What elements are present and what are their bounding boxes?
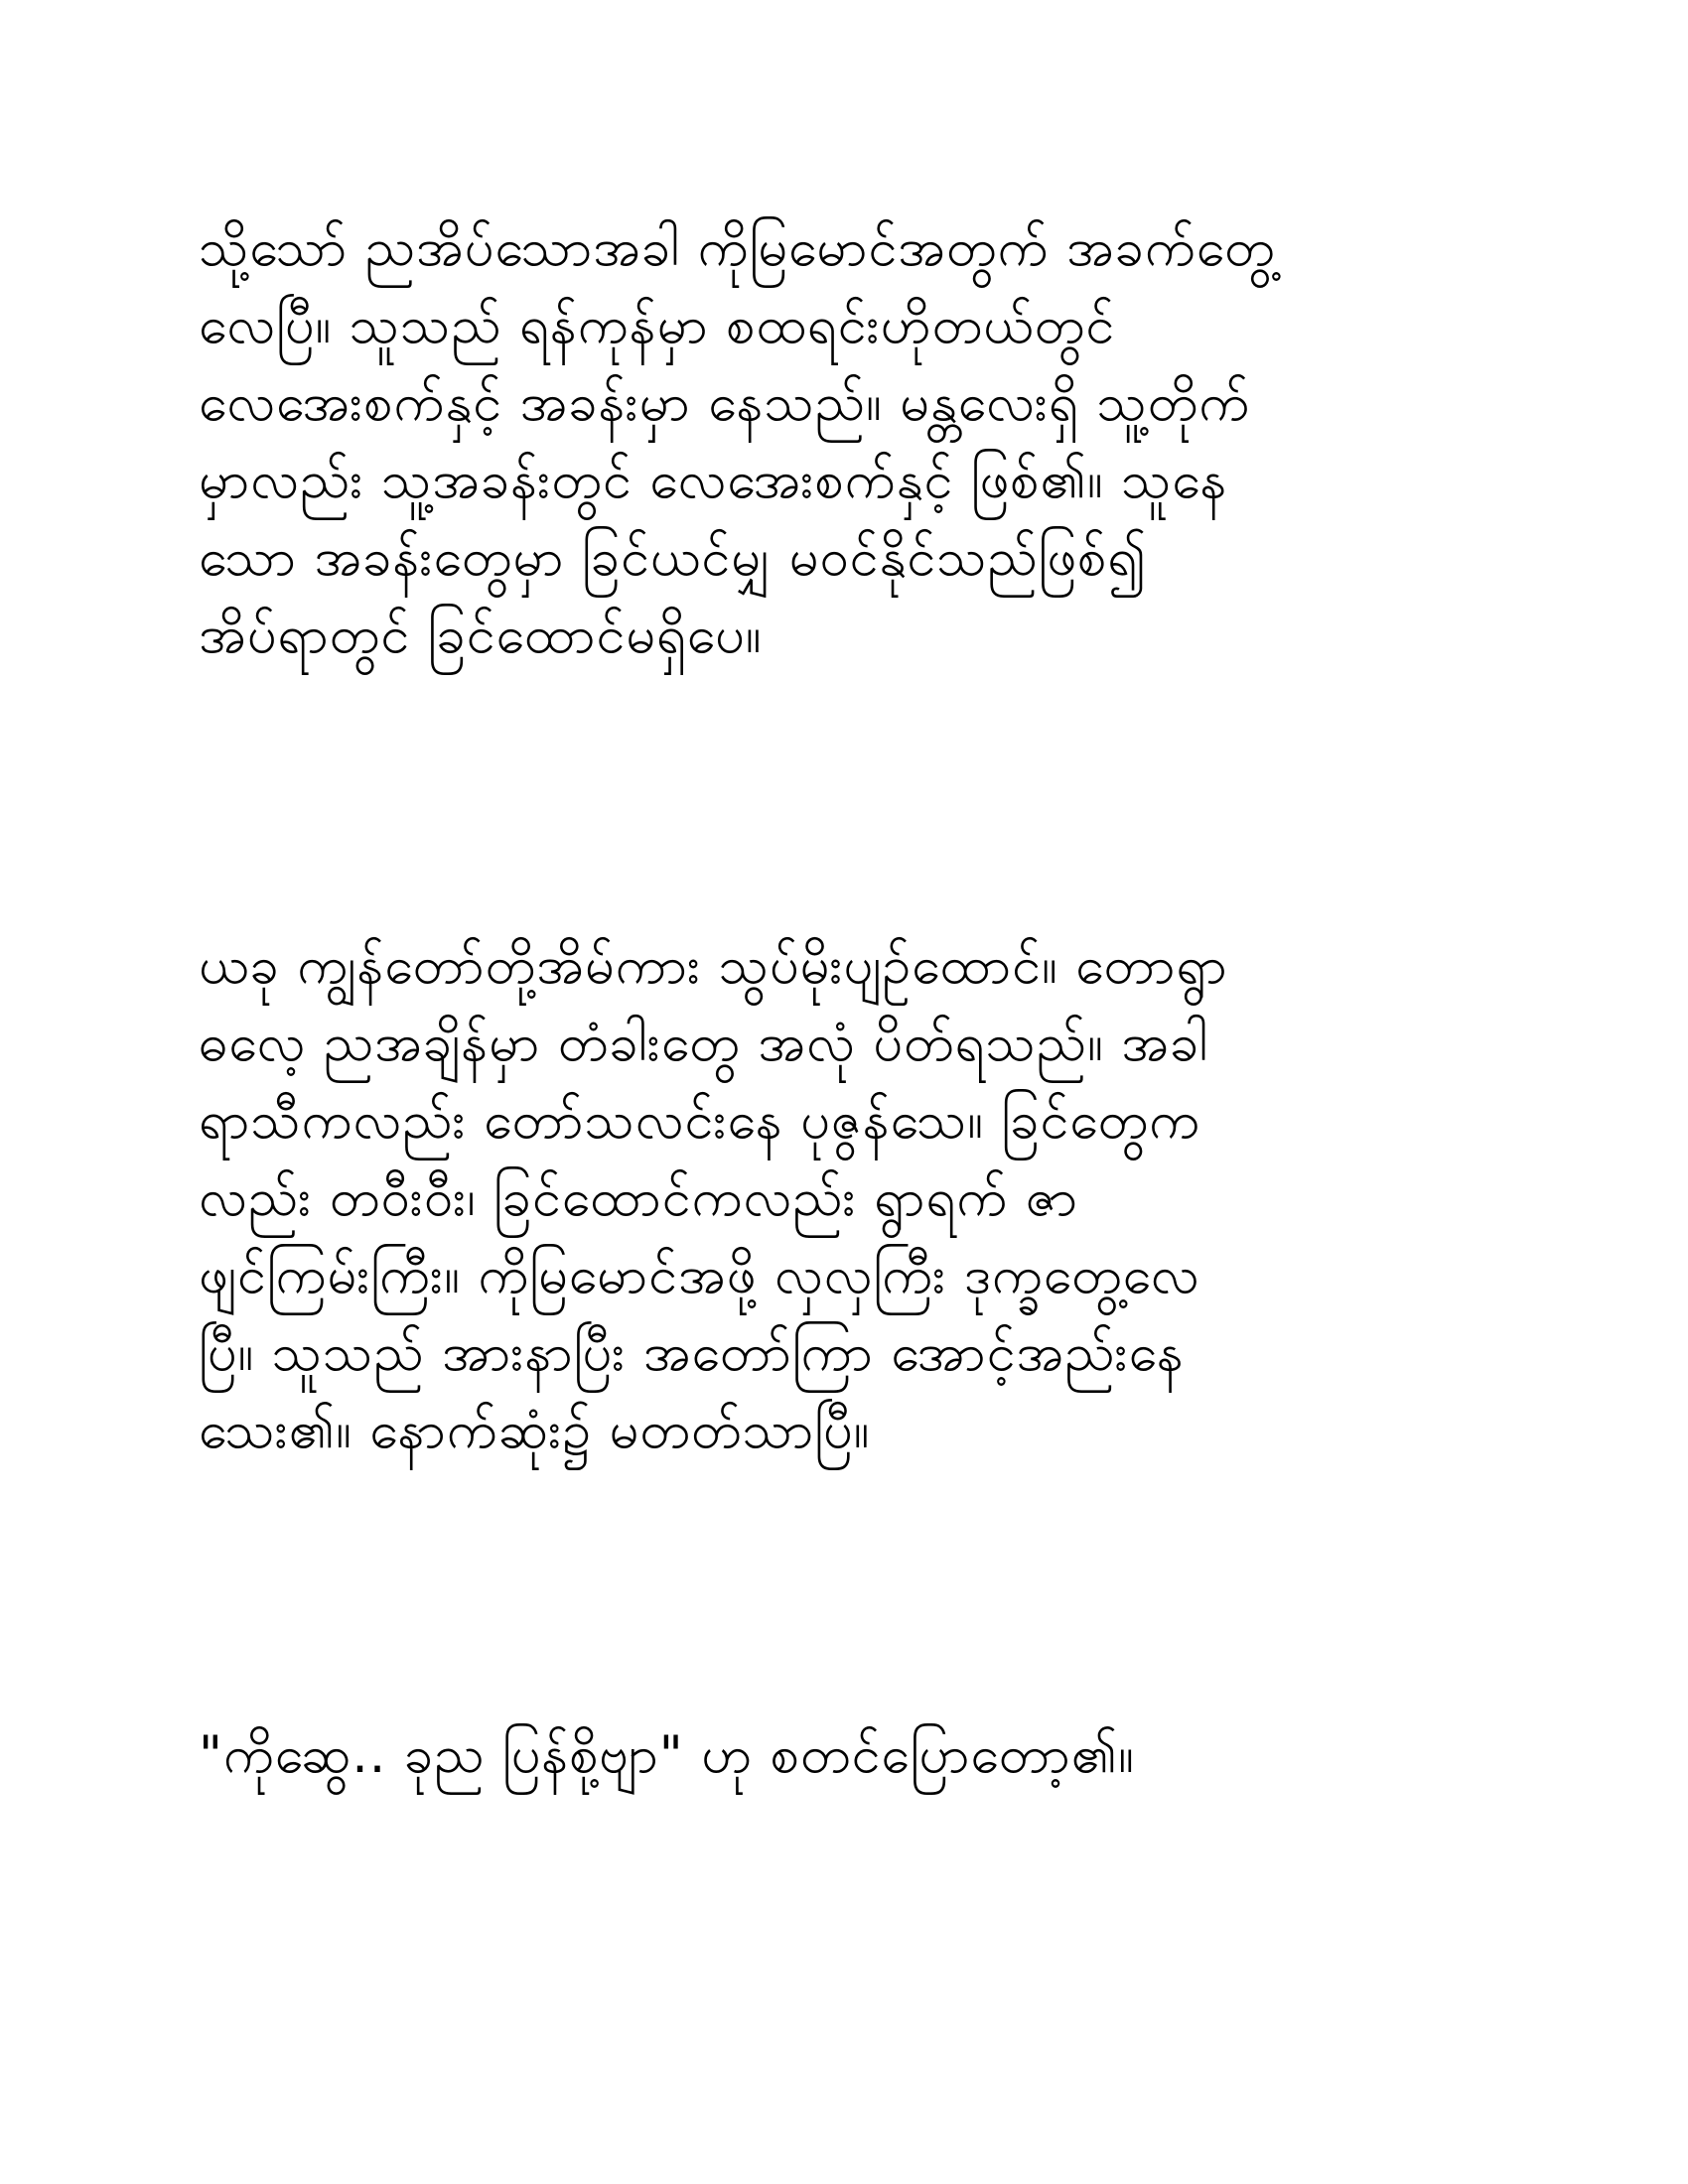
text-line: ယခု ကျွန်တော်တို့အိမ်ကား သွပ်မိုးပျဉ်ထောင်။ တောရွာ bbox=[199, 936, 1228, 996]
text-line: သို့သော် ညအိပ်သောအခါ ကိုမြမောင်အတွက် အခက်တွေ့ bbox=[199, 218, 1276, 278]
text-line: မှာလည်း သူ့အခန်းတွင် လေအေးစက်နှင့် ဖြစ်၏။ သူနေ bbox=[199, 451, 1228, 510]
text-line: သော အခန်းတွေမှာ ခြင်ယင်မျှ မဝင်နိုင်သည်ဖြစ်၍ bbox=[199, 528, 1148, 588]
text-line: လေပြီ။ သူသည် ရန်ကုန်မှာ စထရင်းဟိုတယ်တွင် bbox=[199, 296, 1116, 355]
text-line: အိပ်ရာတွင် ခြင်ထောင်မရှိပေ။ bbox=[199, 606, 763, 665]
text-line: လည်း တဝီးဝီး၊ ခြင်ထောင်ကလည်း ရွာရက် ဇာ bbox=[199, 1168, 1078, 1228]
text-line: ရာသီကလည်း တော်သလင်းနေ ပုဇွန်သေ။ ခြင်တွေက bbox=[199, 1091, 1200, 1151]
text-line: ဖျင်ကြမ်းကြီး။ ကိုမြမောင်အဖို့ လှလှကြီး ဒုက္ခတွေ့လေ bbox=[199, 1246, 1200, 1305]
text-line: ဓလေ့ ညအချိန်မှာ တံခါးတွေ အလုံ ပိတ်ရသည်။ အခါ bbox=[199, 1014, 1209, 1073]
text-line: ပြီ။ သူသည် အားနာပြီး အတော်ကြာ အောင့်အည်းနေ bbox=[199, 1323, 1185, 1383]
text-line: လေအေးစက်နှင့် အခန်းမှာ နေသည်။ မန္တလေးရှိ သူ့တိုက် bbox=[199, 373, 1251, 433]
dialogue-line: "ကိုဆွေ.. ခုည ပြန်စို့ဗျာ" ဟု စတင်ပြောတော့၏။ bbox=[199, 1725, 1135, 1785]
text-line: သေး၏။ နောက်ဆုံး၌ မတတ်သာပြီ။ bbox=[199, 1401, 871, 1460]
